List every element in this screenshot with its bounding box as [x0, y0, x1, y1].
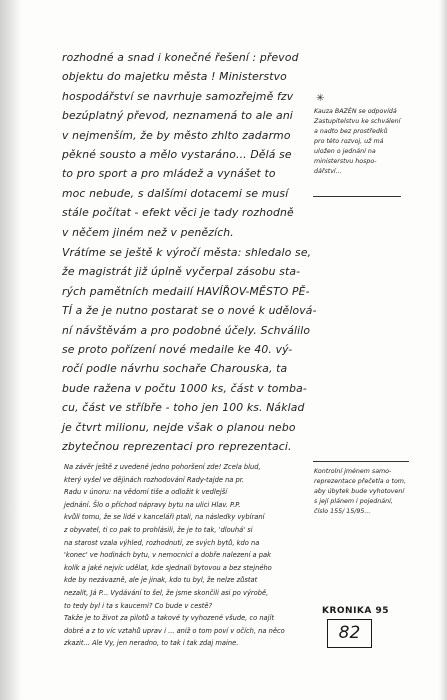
text-line: ministerstvu hospo- — [314, 158, 377, 165]
text-line: který vyšel ve dějinách rozhodování Rady-tajde na pr. — [64, 475, 245, 484]
text-line: Kauza BAZÉN se odpovídá — [314, 108, 397, 115]
text-line: objektu do majetku města ! Ministerstvo — [62, 70, 287, 84]
text-line: se proto pořízení nové medaile ke 40. vý- — [62, 342, 293, 356]
margin-asterisk-mark: ✳ — [316, 93, 325, 104]
text-line: to pro sport a pro mládež a vynášet to — [62, 167, 276, 181]
text-line: rozhodné a snad i konečné řešení : převod — [62, 51, 299, 64]
text-line: zbytečnou reprezentaci pro reprezentaci. — [62, 439, 292, 453]
text-line: bude ražena v počtu 1000 ks, část v tomba- — [62, 381, 307, 395]
text-line: Zastupitelstvu ke schválení — [314, 118, 401, 125]
text-line: Radu v únoru: na vědomí tiše a odložit k vedlejší — [64, 488, 228, 497]
text-line: reprezentace přečetla o tom, — [314, 478, 406, 485]
text-line: na starost vzala výhled, rozhodnutí, ze svých bytů, kdo na — [64, 538, 260, 547]
scan-edge-shadow — [0, 0, 22, 700]
text-line: ročí podle návrhu sochaře Charouska, ta — [62, 362, 288, 376]
main-paragraph-2 — [62, 243, 317, 456]
text-line: že magistrát již úplně vyčerpal zásobu sta- — [62, 265, 301, 279]
text-line: kde by nezávazně, ale je jinak, kdo tu byl, že nelze zůstat — [64, 576, 258, 585]
text-line: a nadto bez prostředků — [314, 128, 388, 135]
side-note-control — [314, 467, 406, 517]
text-line: z obyvatel, ti co pak to prohlásili, že je to tak, 'dlouhá' si — [64, 525, 253, 534]
text-line: dářství... — [314, 168, 342, 175]
text-line: bezúplatný převod, neznamená to ale ani — [62, 109, 293, 123]
text-line: ní návštěvám a pro podobné účely. Schválilo — [62, 323, 311, 337]
text-line: dobré a z to víc vztahů uprav i ... aniž o tom poví v očích, na něco — [64, 626, 285, 635]
text-line: pro této rozvoj, už má — [314, 138, 384, 145]
text-line: moc nebude, s dalšími dotacemi se musí — [62, 186, 289, 200]
text-line: kolik a jaké nejvíc udělat, kde sjednali bytovou a bez stejného — [64, 563, 272, 572]
text-line: 'konec' ve hodinách bytu, v nemocnici a dobře nalezení a pak — [64, 551, 271, 560]
text-line: Takže je to život za pilotů a takové ty vyhozené všude, co najít — [64, 614, 274, 623]
text-line: zkazit... Ale Vy, jen neradno, to tak i tak zdaj maine. — [64, 639, 239, 648]
text-line: rých pamětních medailí HAVÍŘOV-MĚSTO PĚ- — [62, 284, 310, 298]
text-line: kvůli tomu, že se lidé v kanceláři ptali, na následky vybíraní — [64, 513, 265, 522]
side-note-divider — [313, 461, 409, 462]
text-line: číslo 155/ 15/95... — [314, 508, 371, 515]
text-line: Na závěr ještě z uvedené jedno pohoršení zde! Zcela blud, — [64, 463, 261, 471]
text-line: s její plánem i pojednání, — [314, 498, 393, 505]
text-line: hospodářství se navrhuje samozřejmě fzv — [62, 89, 294, 103]
main-paragraph-1 — [62, 48, 299, 242]
text-line: pěkné sousto a mělo vystaráno... Dělá se — [62, 147, 292, 161]
side-note-divider — [313, 196, 401, 197]
side-note-bazen — [314, 107, 400, 177]
text-line: uložen o jednání na — [314, 148, 376, 155]
scan-edge-shadow-right — [439, 0, 447, 700]
text-line: cu, část ve stříbře - toho jen 100 ks. Náklad — [62, 401, 305, 415]
text-line: v nejmenším, že by město zhlto zadarmo — [62, 128, 291, 142]
text-line: aby úbytek bude vyhotovení — [314, 488, 405, 495]
chronicle-stamp: KRONIKA 95 — [322, 606, 390, 616]
small-paragraph — [64, 461, 285, 650]
page-number-box — [327, 619, 372, 648]
text-line: je čtvrt milionu, nejde však o planou nebo — [62, 420, 296, 434]
text-line: to tedy byl i ta s kaucemi? Co bude v cestě? — [64, 601, 213, 610]
text-line: jednání. Šlo o příchod nápravy bytu na ulici Hlav. P.P. — [64, 500, 241, 509]
text-line: stále počítat - efekt věci je tady rozhodně — [62, 206, 294, 220]
text-line: Vrátíme se ještě k výročí města: shledalo se, — [62, 246, 312, 259]
text-line: v něčem jiném než v penězích. — [62, 225, 234, 239]
page-number: 82 — [338, 623, 361, 643]
text-line: Kontrolní jménem samo- — [314, 468, 392, 475]
text-line: TÍ a že je nutno postarat se o nové k udělová- — [62, 304, 317, 318]
text-line: nezalít, Já P... Vydávání to šel, že jsme skončili asi po výrobě, — [64, 588, 269, 597]
